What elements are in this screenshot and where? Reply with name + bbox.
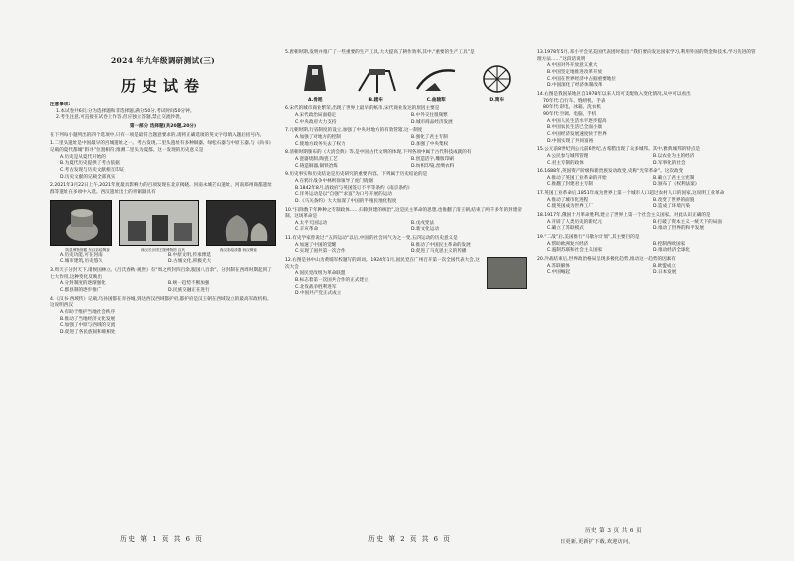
option: D.颁布了《权利法案》 [653, 182, 700, 188]
option: C.洋务运动是以“自强”“求富”为口号开展的运动 [295, 192, 392, 198]
option: D.军事化的社会 [653, 160, 686, 166]
option: D.民族交融正在进行 [168, 288, 210, 294]
question-20-options [537, 264, 759, 277]
question-3-options [50, 281, 276, 294]
option: B.1842年8月,清政府与英国签订不平等条约《南京条约》 [295, 185, 413, 191]
artifact-photo [50, 200, 112, 246]
list-item: 70年代:自行车、缝纫机、手表 [543, 98, 606, 104]
artifact-photo [206, 200, 276, 246]
question-8: 8.清朝时期颁布的《大清会典》等,是中国古代文明的体现,下列各项中属于古代科技成就的有 [285, 150, 472, 156]
option: C.北伐战争胜利进军 [295, 284, 337, 290]
option: B.中原文明,传承博延 [168, 252, 211, 258]
question-11: 11.有史学家曾说过:“五四运动”以后,中国的社会风气为之一变,五四运动的历史意义是 [285, 236, 458, 242]
option: A.中国人民生活水平逐步提高 [547, 118, 607, 124]
option: C.确立了苏联模式 [547, 226, 584, 232]
option: C.使地方政务失去了权力 [295, 141, 346, 147]
question-8-options [285, 157, 527, 170]
question-19-options [537, 242, 759, 255]
bone-spade-icon [290, 61, 340, 97]
option: C.铸造铜器,铜铁冶炼 [295, 163, 338, 169]
question-15-options [537, 154, 759, 167]
option: A.太平天国运动 [295, 220, 328, 226]
option: B.中国农民生活已全面小康 [547, 125, 603, 131]
option: C.城市建筑,历史悠久 [60, 259, 103, 265]
question-17-options [537, 198, 759, 211]
image-caption: 西汉彩绘漆器 西汉铜壶 [219, 247, 257, 252]
column-2 [285, 48, 527, 532]
question-13: 13.1978年5月,邓小平会见美国代表团时指出:“我们要向发达国家学习,利用外国的资金和技术,学习先进的管理方法……”这段话说明 [537, 50, 756, 62]
page-footer-note: 日更新,更新扩下载,欢迎访问。 [560, 539, 634, 545]
option: B.打破了资本主义一统天下的局面 [653, 219, 722, 225]
option: A.帮助欧洲复兴经济 [547, 241, 589, 247]
option: C.考古发现与历史文献相互印证 [60, 167, 125, 173]
option: D.纺织印染,丝绸衣料 [411, 163, 455, 169]
question-6-options [285, 113, 527, 126]
option: C.实现了国共第一次合作 [295, 249, 346, 255]
option: B.为夏代历史提供了考古依据 [60, 161, 120, 167]
option: A.在鸦片战争中林则徐领导了虎门销烟 [295, 178, 374, 184]
option: A.推动了城市化进程 [547, 197, 589, 203]
question-10: 10.“扫除数千年种种之专制政体……扫除封建的统治”,这是民主革命的思想,也推翻了清王朝,结束了两千多年的封建帝制。这场革命是 [285, 207, 522, 220]
question-4-options [50, 310, 276, 337]
option: B.创造活字,雕版印刷 [411, 156, 454, 162]
option: B.推动了中国民主革命的发展 [411, 242, 471, 248]
seed-plough-icon [351, 61, 401, 97]
option: B.改变了世界的面貌 [653, 197, 695, 203]
question-7: 7.元朝时期,行省制度的设立,加强了中央对地方的有效管辖,这一制度 [285, 128, 423, 134]
question-17: 17.英国工业革命后,1851年成为世界上第一个城市人口超过农村人口的国家,这说明工业革命 [537, 191, 725, 197]
option: D.日本发展 [653, 270, 677, 276]
option: D.造成了环境污染 [653, 204, 691, 210]
option: A.有助于维护当地社会秩序 [60, 309, 116, 315]
option: D.古城文化,积极光大 [168, 259, 212, 265]
question-14-list [537, 99, 759, 119]
question-20: 20.冷战结束后,世界政治格局呈现多极化趋势,推动这一趋势的因素有 [537, 257, 676, 263]
option: D.城市商品经济发展 [411, 119, 453, 125]
question-6: 6.宋代的城市商业繁荣,出现了世界上最早的纸币,宋代商业发达的原因主要是 [285, 106, 440, 112]
question-11-options [285, 243, 527, 256]
option: D.《马关条约》大大加深了中国的半殖民地化程度 [295, 198, 397, 204]
option: A.开辟了人类历史的新纪元 [547, 219, 603, 225]
option: D.中国深化了经济体制改革 [547, 83, 603, 89]
list-item: 90年代:空调、电脑、手机 [543, 111, 597, 117]
option: B.推动了当地经济文化发展 [60, 316, 116, 322]
option: D.中国共产党正式成立 [295, 291, 342, 297]
option: A.国民党改组为革命联盟 [295, 271, 346, 277]
column-1 [50, 102, 276, 532]
question-1: 1.二里头遗址是中国最早的宫城遗址之一。考古发现,二里头遗址有多种铜器、绿松石器与中原玉器,与《尚书》记载的夏代都城“斟寻”位置相符;推测二里头为夏都。这一发现的历史意义是 [50, 141, 274, 153]
option: C.中国在世界经济中占据重要地位 [547, 76, 616, 82]
option: B.统一趋势不断加强 [168, 281, 210, 287]
question-7-options [285, 135, 527, 148]
section-intro: 在下列每小题列出的四个选项中,只有一项是最符合题意要求的,请将正确选项的英文字母填入题后括号内。 [50, 132, 265, 138]
image-caption: 陕县博物馆藏 东汉彩绘陶奁 [65, 247, 110, 252]
question-16: 16.1688年,英国资产阶级和新贵族发动政变,史称“光荣革命”。这次政变 [537, 169, 684, 175]
notice-heading: 注意事项: [50, 102, 71, 107]
option: C.中国经济发展速度快于世界 [547, 131, 607, 137]
picture-label: C.曲辕犁 [426, 97, 446, 103]
section-heading: 第一部分 选择题(共20题,20分) [129, 123, 197, 129]
option: D.推动了世界的和平发展 [653, 226, 704, 232]
tool-pictures [285, 61, 527, 97]
option: A.公民参与城邦管理 [547, 153, 589, 159]
historical-photo [487, 257, 527, 289]
question-16-options [537, 176, 759, 189]
notice-item: 1.本试卷共6页;分为选择题和非选择题,满分50分,考试时间50分钟。 [56, 108, 195, 114]
option: B.中外交往很频繁 [411, 112, 448, 118]
option: D.促进了各民族间和睦相处 [60, 329, 116, 335]
option: B.强化了君主专制 [411, 134, 448, 140]
question-18: 18.1917年,俄国十月革命胜利,建立了世界上第一个社会主义国家。对此认识正确的是 [537, 213, 711, 219]
question-5: 5.唐朝时期,发明并推广了一些重要的生产工具,大大提高了耕作效率,其中,“重要的生产工具”是 [285, 50, 475, 55]
option: A.分封制度的逐渐强化 [60, 281, 106, 287]
exam-title: 2024 年九年级调研测试(三) [110, 56, 216, 65]
option: C.郡县制的逐步推广 [60, 288, 102, 294]
artifact-photo [119, 200, 199, 246]
option: C.君主专制的政体 [547, 160, 584, 166]
option: C.辛亥革命 [295, 227, 319, 233]
image-caption: 西汉长沙国王陵博物馆 汉代 [140, 247, 186, 252]
picture-label: B.耧车 [368, 97, 383, 103]
question-13-options [537, 63, 759, 90]
question-2-options [50, 253, 276, 266]
option: B.确立了君主立宪制 [653, 175, 695, 181]
list-item: 80年代:彩电、冰箱、洗衣机 [543, 105, 601, 111]
vessel-icon [207, 201, 276, 246]
option: D.加强了中央集权 [411, 141, 449, 147]
question-1-options [50, 155, 276, 182]
picture-label: D.筒车 [489, 97, 505, 103]
option: A.宋代政治局面稳定 [295, 112, 337, 118]
question-19: 19.“二战”后,美国推行“马歇尔计划”,其主要目的是 [537, 235, 640, 241]
question-4: 4.《汉书·西域传》记载,乌孙国都在赤谷城,到达西汉西域都护府,都护府是汉王朝在西域设立的最高军政机构。这说明西汉 [50, 296, 272, 309]
picture-label: A.骨耜 [307, 97, 323, 103]
page-footer-2: 历史 第 2 页 共 6 页 [368, 535, 452, 543]
option: A.瓷器烧制,陶瓷工艺 [295, 156, 338, 162]
option: A.推动了英国工业革命的开始 [547, 175, 607, 181]
option: A.历史功能,可在河南 [60, 252, 103, 258]
option: A.加强了对地方的控制 [295, 134, 341, 140]
option: D.历史文献的记载全部真实 [60, 174, 116, 180]
vessel-icon [120, 201, 199, 246]
question-15: 15.公元前8世纪到公元前6世纪,古希腊出现了众多城邦。其中,雅典城邦的特点是 [537, 147, 701, 153]
option: C.使英国成为世界工厂 [547, 204, 594, 210]
option: C.中央政府大力支持 [295, 119, 337, 125]
question-3: 3.周天子分封天下,诸侯国林立,《吕氏春秋·观世》有“周之所封四百余,服国八百余”。分封制在西周时期起到了七大作用,这种变化反映出 [50, 268, 272, 280]
page-footer-3: 历史 第 3 页 共 6 页 [585, 528, 642, 534]
option: B.中国坚定地推进改革开放 [547, 69, 603, 75]
column-3 [537, 48, 759, 522]
artifact-images [50, 200, 276, 246]
tool-picture-labels [285, 98, 527, 105]
question-14: 14.右图是我国某地区自1978年以来人均可支配收入变化情况,从中可以看出 [537, 91, 691, 97]
curved-plough-icon [411, 61, 461, 97]
option: B.以农业为主的经济 [653, 153, 695, 159]
option: C.遏制苏联和社会主义国家 [547, 248, 603, 254]
option: A.历史是从夏代开始的 [60, 154, 106, 160]
question-9-options [285, 179, 527, 206]
question-9: 9.历史事实和历史结论是历史研究的重要内容。下列属于历史结论的是 [285, 172, 428, 178]
option: D.推动经济全球化 [653, 248, 691, 254]
question-10-options [285, 221, 527, 234]
question-18-options [537, 220, 759, 233]
option: C.中国崛起 [547, 270, 571, 276]
option: B.控制西欧国家 [653, 241, 686, 247]
water-wheel-icon [472, 61, 522, 97]
option: A.苏联解体 [547, 263, 570, 269]
option: B.戊戌变法 [411, 220, 434, 226]
option: D.中国实现了共同富裕 [547, 138, 594, 144]
notice-item: 2.考生注意,可直接在试卷上作答,但应独立答题,禁止交流抄袭。 [56, 115, 185, 121]
vessel-icon [51, 201, 112, 246]
page-footer-1: 历史 第 1 页 共 6 页 [120, 535, 204, 543]
question-2: 2.2021年3月22日上午,2021年度最具影响力的百项发现在北京揭晓。河南永城芒山遗址、河南郑州商都遗址群等遗址在多项中入选。西汉遗址出土的青铜器具有 [50, 183, 272, 195]
option: D.新文化运动 [411, 227, 439, 233]
question-14-options [537, 119, 759, 146]
option: C.加强了中原与西域的交流 [60, 323, 116, 329]
option: B.欧盟成立 [653, 263, 676, 269]
subject-title: 历史试卷 [120, 77, 205, 95]
option: B.标志着第一次国共合作的正式建立 [295, 278, 369, 284]
option: C.推翻了封建君主专制 [547, 182, 594, 188]
option: A.加速了中国的觉醒 [295, 242, 337, 248]
question-12: 12.右图是孙中山为黄埔军校题写的训词。1924年1月,国民党在广州召开第一次全国代表大会,这次大会 [285, 258, 480, 270]
option: D.促进了马克思主义的传播 [411, 249, 467, 255]
option: A.中国对外开放意义重大 [547, 63, 598, 69]
